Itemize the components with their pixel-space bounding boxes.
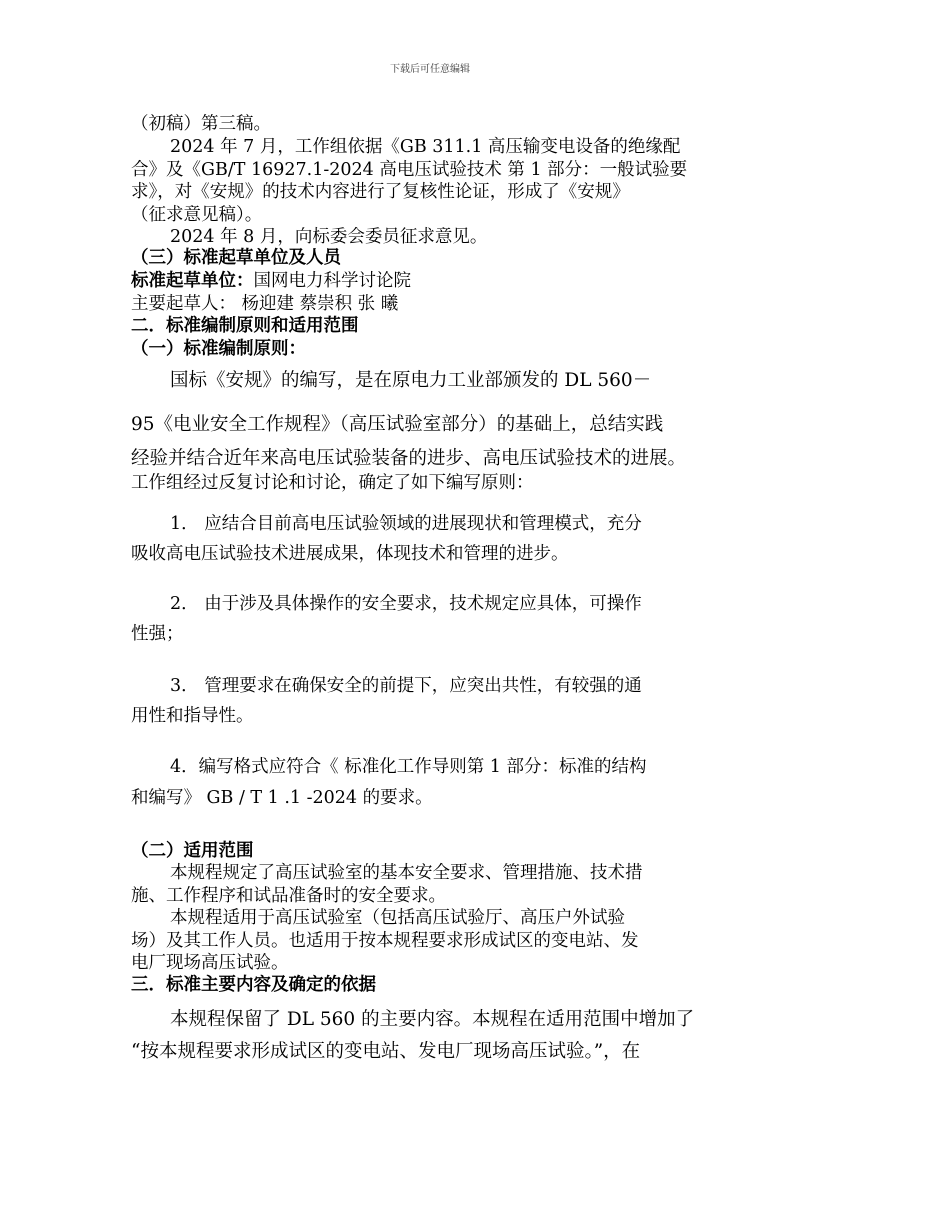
- section-heading: 三．标准主要内容及确定的依据: [131, 975, 376, 995]
- scope-line: 本规程规定了高压试验室的基本安全要求、管理措施、技术措: [170, 863, 643, 883]
- scope-line: 施、工作程序和试品准备时的安全要求。: [131, 886, 446, 906]
- section-heading: （二）适用范围: [131, 841, 254, 861]
- principle-item: 吸收高电压试验技术进展成果，体现技术和管理的进步。: [131, 544, 569, 564]
- paragraph-line: 国标《安规》的编写，是在原电力工业部颁发的 DL 560－: [170, 370, 652, 391]
- scope-line: 场）及其工作人员。也适用于按本规程要求形成试区的变电站、发: [131, 931, 639, 951]
- page-header: 下载后可任意编辑: [390, 64, 470, 75]
- paragraph-line: 求》，对《安规》的技术内容进行了复核性论证，形成了《安规》: [131, 182, 630, 202]
- principle-item: 和编写》 GB / T 1 .1 -2024 的要求。: [131, 788, 433, 808]
- unit-value: 国网电力科学讨论院: [253, 271, 411, 291]
- principle-item: 4．编写格式应符合《 标准化工作导则第 1 部分：标准的结构: [170, 757, 647, 777]
- paragraph-line: “按本规程要求形成试区的变电站、发电厂现场高压试验。”，在: [131, 1041, 641, 1062]
- principle-item: 2． 由于涉及具体操作的安全要求，技术规定应具体，可操作: [170, 594, 642, 614]
- section-heading: 二．标准编制原则和适用范围: [131, 316, 359, 336]
- scope-line: 电厂现场高压试验。: [131, 953, 289, 973]
- section-heading: （三）标准起草单位及人员: [131, 248, 341, 268]
- paragraph-line: 本规程保留了 DL 560 的主要内容。本规程在适用范围中增加了: [170, 1009, 695, 1030]
- paragraph-line: 合》及《GB/T 16927.1-2024 高电压试验技术 第 1 部分：一般试验要: [131, 160, 688, 180]
- paragraph-line: 经验并结合近年来高电压试验装备的进步、高电压试验技术的进展。: [131, 448, 687, 469]
- principle-item: 1． 应结合目前高电压试验领域的进展现状和管理模式，充分: [170, 514, 642, 534]
- principle-item: 性强；: [131, 624, 184, 644]
- principle-item: 3． 管理要求在确保安全的前提下，应突出共性，有较强的通: [170, 676, 642, 696]
- paragraph-line: 2024 年 7 月，工作组依据《GB 311.1 高压输变电设备的绝缘配: [170, 137, 681, 157]
- paragraph-line: （初稿）第三稿。: [131, 114, 271, 134]
- paragraph-line: 工作组经过反复讨论和讨论，确定了如下编写原则：: [131, 473, 534, 493]
- drafters-line: 主要起草人： 杨迎建 蔡崇积 张 曦: [131, 294, 399, 314]
- paragraph-line: （征求意见稿）。: [131, 205, 263, 225]
- unit-label: 标准起草单位：: [131, 271, 254, 291]
- drafting-unit: [131, 270, 411, 292]
- section-heading: （一）标准编制原则：: [131, 339, 306, 359]
- principle-item: 用性和指导性。: [131, 706, 254, 726]
- paragraph-line: 95《电业安全工作规程》（高压试验室部分）的基础上，总结实践: [131, 414, 664, 435]
- paragraph-line: 2024 年 8 月，向标委会委员征求意见。: [170, 227, 488, 247]
- scope-line: 本规程适用于高压试验室（包括高压试验厅、高压户外试验: [170, 908, 625, 928]
